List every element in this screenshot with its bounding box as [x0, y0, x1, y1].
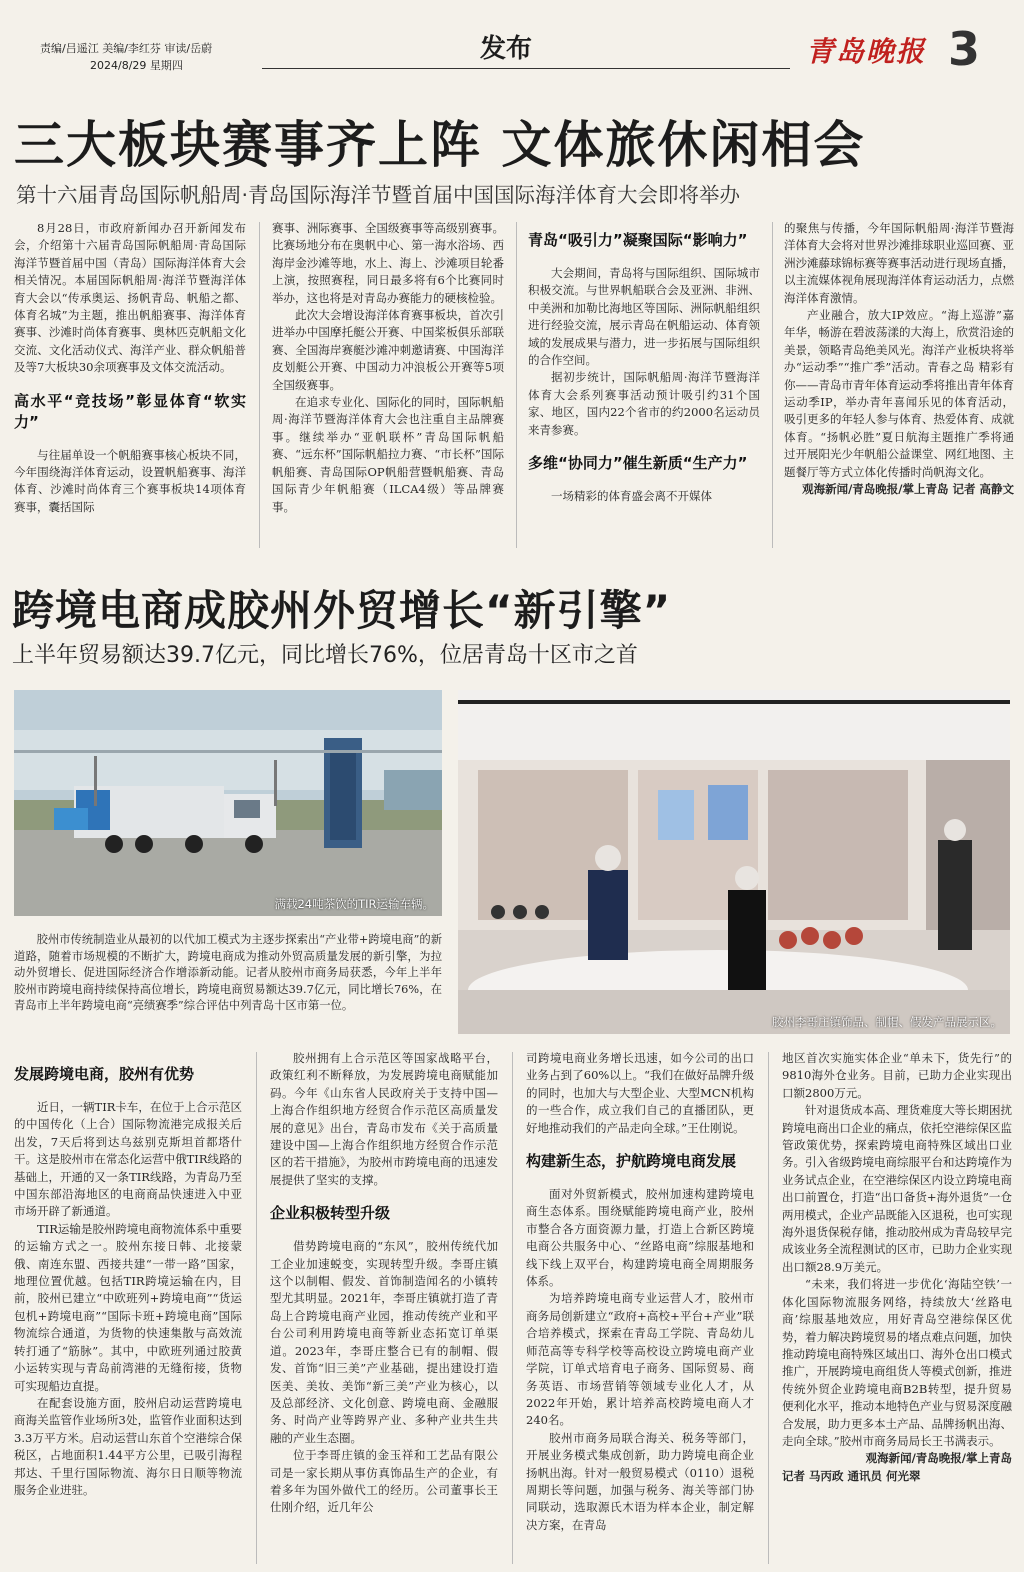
- showroom-photo-caption: 胶州李哥庄镇饰品、制帽、假发产品展示区。: [772, 1015, 1002, 1029]
- article1-column-4: [784, 220, 1014, 550]
- section-heading: 多维“协同力”催生新质“生产力”: [528, 454, 748, 473]
- paragraph: 据初步统计，国际帆船周·海洋节暨海洋体育大会系列赛事活动预计吸引约31个国家、地区，国内22个省市的约2000名运动员来青参赛。: [528, 370, 760, 437]
- paragraph: 胶州拥有上合示范区等国家战略平台，政策红利不断释放，为发展跨境电商赋能加码。今年《山东省人民政府关于支持中国—上海合作组织地方经贸合作示范区高质量发展的意见》出台，青岛市发布《关于高质量建设中国—上海合作组织地方经贸合作示范区的若干措施》，为胶州市跨境电商的迅速发展提供了坚实的支撑。: [270, 1051, 498, 1187]
- section-heading: 青岛“吸引力”凝聚国际“影响力”: [528, 231, 748, 249]
- article2-intro: [14, 932, 442, 1036]
- column-rule: [512, 1052, 513, 1564]
- paragraph: 8月28日，市政府新闻办召开新闻发布会，介绍第十六届青岛国际帆船周·青岛国际海洋节暨首届中国（青岛）国际海洋体育大会相关情况。本届国际帆船周·海洋节暨海洋体育大会以“传承奥运、扬帆青岛、帆船之都、体育名城”为主题，推出帆船赛事、海洋体育赛事、沙滩时尚体育赛事、奥林匹克帆船文化交流、文化活动仪式、海洋产业、群众帆船普及等7大板块30余项赛事及文体交流活动。: [14, 221, 246, 375]
- article1-column-1: [14, 220, 246, 550]
- paragraph: 的聚焦与传播，今年国际帆船周·海洋节暨海洋体育大会将对世界沙滩排球职业巡回赛、亚洲沙滩藤球锦标赛等赛事活动进行现场直播，以主流媒体视角展现海洋体育运动活力，点燃海洋体育激情。: [784, 221, 1014, 305]
- newspaper-logo: 青岛晚报: [806, 35, 927, 68]
- section-heading: 高水平“竞技场”彰显体育“软实力”: [14, 391, 246, 431]
- section-heading: 构建新生态，护航跨境电商发展: [526, 1152, 737, 1171]
- paragraph: 针对退货成本高、理货难度大等长期困扰跨境电商出口企业的痛点，依托空港综保区监管政策优势，探索跨境电商特殊区域出口业务。引入省级跨境电商综服平台和达跨境作为业务试点企业，在空港综保区内设立跨境电商出口前置仓，打造“出口备货+海外退货”一仓两用模式，企业产品既能入区退税，也可实现海外退货保税存储，推动胶州成为青岛较早完成该业务全流程测试的区市，已助力企业实现出口额28.9万美元。: [782, 1103, 1012, 1274]
- paragraph: 与往届单设一个帆船赛事核心板块不同，今年围绕海洋体育运动，设置帆船赛事、海洋体育、沙滩时尚体育三个赛事板块14项体育赛事，囊括国际: [14, 447, 246, 514]
- paragraph: 面对外贸新模式，胶州加速构建跨境电商生态体系。围绕赋能跨境电商产业，胶州市整合各方面资源力量，打造上合新区跨境电商公共服务中心、“丝路电商”综服基地和线下线上双平台，构建跨境电商全周期服务体系。: [526, 1187, 754, 1289]
- paragraph: 赛事、洲际赛事、全国级赛事等高级别赛事。比赛场地分布在奥帆中心、第一海水浴场、西海岸金沙滩等地，水上、海上、沙滩项目轮番上演，按照赛程，同日最多将有6个比赛同时举办，这也将是对青岛办赛能力的硬核检验。: [272, 221, 504, 305]
- paragraph: 位于李哥庄镇的金玉祥和工艺品有限公司是一家长期从事仿真饰品生产的企业，有着多年为国外做代工的经历。公司董事长王仕刚介绍，近几年公: [270, 1448, 498, 1515]
- section-heading: 发展跨境电商，胶州有优势: [14, 1065, 195, 1083]
- paragraph: 此次大会增设海洋体育赛事板块，首次引进举办中国摩托艇公开赛、中国桨板俱乐部联赛、全国海岸赛艇沙滩冲刺邀请赛、中国海洋皮划艇公开赛、中国动力冲浪板公开赛等5项全国级赛事。: [272, 308, 504, 392]
- section-title: 发布: [480, 34, 533, 64]
- date-line: 2024/8/29 星期四: [90, 59, 183, 72]
- article2-column-1: [14, 1050, 242, 1572]
- column-rule: [772, 222, 773, 548]
- paragraph: 胶州市商务局联合海关、税务等部门，开展业务模式集成创新，助力跨境电商企业扬帆出海。针对一般贸易模式（0110）退税周期长等问题，加强与税务、海关等部门协同联动，选取源氏木语为样本企业，制定解决方案，在青岛: [526, 1430, 754, 1532]
- header-rule: [262, 68, 790, 69]
- paragraph: 借势跨境电商的“东风”，胶州传统代加工企业加速蜕变，实现转型升级。李哥庄镇这个以制帽、假发、首饰制造闻名的小镇转型尤其明显。2021年，李哥庄镇就打造了青岛上合跨境电商产业园，推动传统产业和平台公司利用跨境电商等新业态拓宽订单渠道。2023年，李哥庄整合已有的制帽、假发、首饰“旧三美”产业基础，提出建设打造医美、美妆、美饰“新三美”产业为核心，以及总部经济、文化创意、跨境电商、金融服务、时尚产业等跨界产业、多种产业共生共融的产业生态圈。: [270, 1239, 498, 1445]
- paragraph: 为培养跨境电商专业运营人才，胶州市商务局创新建立“政府+高校+平台+产业”联合培养模式，探索在青岛工学院、青岛幼儿师范高等专科学校等高校设立跨境电商产业学院，订单式培育电子商务、国际贸易、商务英语、市场营销等领域专业化人才，从2022年开始，累计培养高校跨境电商人才240名。: [526, 1291, 754, 1428]
- truck-photo-drawing: [14, 690, 442, 916]
- column-rule: [768, 1052, 769, 1564]
- paragraph: TIR运输是胶州跨境电商物流体系中重要的运输方式之一。胶州东接日韩、北接蒙俄、南连东盟、西接共建“一带一路”国家，地理位置优越。包括TIR跨境运输在内，目前，胶州已建立“中欧班列+跨境电商”“货运包机+跨境电商”“国际卡班+跨境电商”国际物流综合通道，为货物的快速集散与高效流转打通了“筋脉”。其中，中欧班列通过胶黄小运转实现与青岛前湾港的无缝衔接，货物可实现船边直提。: [14, 1221, 242, 1393]
- paragraph: 在配套设施方面，胶州启动运营跨境电商海关监管作业场所3处，监管作业面积达到3.3万平方米。启动运营山东首个空港综合保税区，占地面积1.44平方公里，已吸引海程邦达、千里行国际物流、海尔日日顺等物流服务企业进驻。: [14, 1395, 242, 1497]
- paragraph: 司跨境电商业务增长迅速，如今公司的出口业务占到了60%以上。“我们在做好品牌升级的同时，也加大与大型企业、大型MCN机构的一些合作，成立我们自己的直播团队，更好地推动我们的产品走向全球。”王仕刚说。: [526, 1051, 754, 1135]
- article2-subtitle: 上半年贸易额达39.7亿元，同比增长76%，位居青岛十区市之首: [12, 643, 638, 668]
- editors-line: 责编/吕遥江 美编/李红芬 审读/岳蔚: [40, 42, 213, 55]
- paragraph: 产业融合，放大IP效应。“海上巡游”嘉年华，畅游在碧波荡漾的大海上，欣赏沿途的美景，领略青岛绝美风光。海洋产业板块将举办“运动季”“推广季”活动。青春之岛 精彩有你——青岛市青年体育运动季将推出青年体育运动季IP，举办青年喜闻乐见的体育活动，吸引更多的年轻人参与体育、热爱体育、成就体育。“扬帆必胜”夏日航海主题推广季将通过开展阳光少年帆船公益课堂、网红地图、主题餐厅等方式立体化传播时尚帆海文化。: [784, 308, 1014, 479]
- article2-column-3: [526, 1050, 754, 1572]
- paragraph: 近日，一辆TIR卡车，在位于上合示范区的中国传化（上合）国际物流港完成报关后出发，7天后将到达乌兹别克斯坦首都塔什干。这是胶州市在常态化运营中俄TIR线路的基础上，开通的又一条TIR线路，为青岛乃至中国东部沿海地区的电商商品快速进入中亚市场开辟了新通道。: [14, 1100, 242, 1219]
- header-info: [40, 40, 212, 74]
- showroom-photo-drawing: [458, 690, 1010, 1034]
- article1-title: 三大板块赛事齐上阵 文体旅休闲相会: [14, 116, 866, 174]
- section-heading: 企业积极转型升级: [270, 1204, 391, 1223]
- article1-column-2: [272, 220, 504, 550]
- paragraph: 大会期间，青岛将与国际组织、国际城市积极交流。与世界帆船联合会及亚洲、非洲、中美洲和加勒比海地区等国际、洲际帆船组织进行经验交流，展示青岛在帆船运动、体育领域的发展成果与潜力，进一步拓展与国际组织的合作空间。: [528, 266, 760, 368]
- article2-column-2: [270, 1050, 498, 1572]
- paragraph: 在追求专业化、国际化的同时，国际帆船周·海洋节暨海洋体育大会也注重自主品牌赛事。继续举办“亚帆联杯”青岛国际帆船赛、“远东杯”国际帆船拉力赛、“市长杯”国际帆船赛、青岛国际OP帆船营暨帆船赛、青岛国际青少年帆船赛（ILCA4级）等品牌赛事。: [272, 395, 504, 514]
- showroom-photo: [458, 690, 1010, 1034]
- byline: 观海新闻/青岛晚报/掌上青岛: [865, 1451, 1012, 1466]
- truck-photo: [14, 690, 442, 916]
- intro-paragraph: 胶州市传统制造业从最初的以代加工模式为主逐步探索出“产业带+跨境电商”的新道路，随着市场规模的不断扩大，跨境电商成为推动外贸高质量发展的新引擎，为拉动外贸增长、促进国际经济合作增添新动能。记者从胶州市商务局获悉，今年上半年胶州市跨境电商持续保持高位增长，跨境电商贸易额达39.7亿元，同比增长76%，在青岛市上半年跨境电商“亮绩赛季”综合评估中列青岛十区市第一位。: [14, 933, 442, 1013]
- article1-column-3: [528, 222, 760, 550]
- paragraph: 一场精彩的体育盛会离不开媒体: [551, 489, 712, 504]
- article1-subtitle: 第十六届青岛国际帆船周·青岛国际海洋节暨首届中国国际海洋体育大会即将举办: [16, 183, 741, 207]
- paragraph: “未来，我们将进一步优化‘海陆空铁’一体化国际物流服务网络，持续放大‘丝路电商’综服基地效应，用好青岛空港综保区优势，着力解决跨境贸易的堵点难点问题，加快推动跨境电商特殊区域出口、海外仓出口模式推广，开展跨境电商组货人等模式创新，推进传统外贸企业跨境电商B2B转型，提升贸易便利化水平，推动本地特色产业与贸易深度融合发展，助力更多本土产品、品牌扬帆出海、走向全球。”胶州市商务局局长王书满表示。: [782, 1277, 1012, 1448]
- column-rule: [256, 1052, 257, 1564]
- column-rule: [516, 222, 517, 548]
- article2-column-4: [782, 1050, 1012, 1572]
- page-number: 3: [948, 22, 981, 76]
- article2-title: 跨境电商成胶州外贸增长“新引擎”: [12, 586, 672, 635]
- byline: 记者 马丙政 通讯员 何光翠: [782, 1468, 921, 1483]
- truck-photo-caption: 满载24吨茶饮的TIR运输车辆。: [274, 897, 434, 911]
- paragraph: 地区首次实施实体企业“单未下，货先行”的9810海外仓业务。目前，已助力企业实现出口额2800万元。: [782, 1051, 1012, 1100]
- byline: 观海新闻/青岛晚报/掌上青岛 记者 高静文: [802, 482, 1014, 497]
- column-rule: [259, 222, 260, 548]
